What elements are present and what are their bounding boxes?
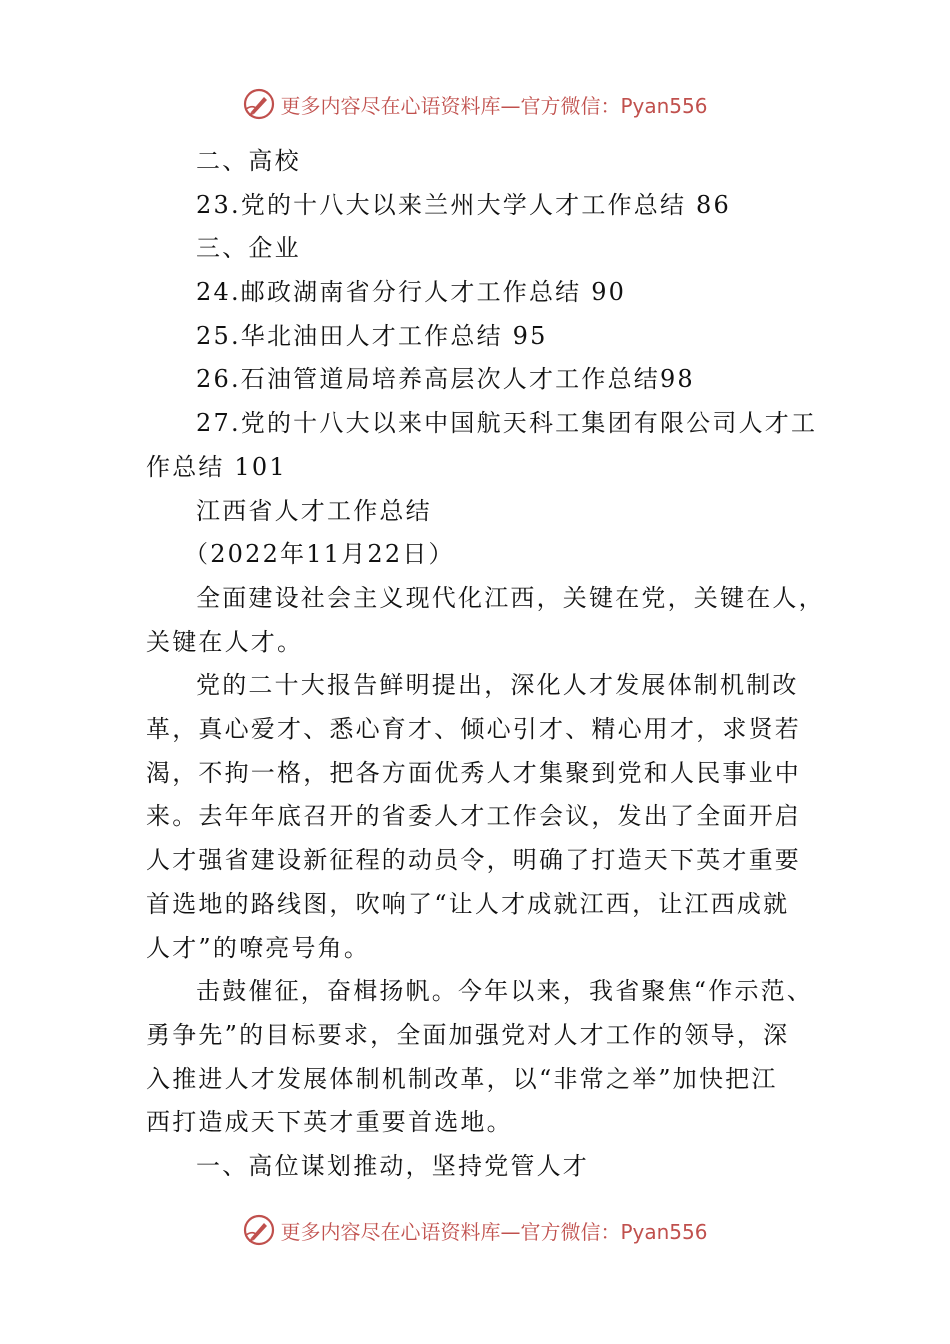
toc-section-heading: 三、企业 — [196, 234, 301, 263]
paragraph-line: 关键在人才。 — [146, 627, 304, 656]
paragraph-line: 西打造成天下英才重要首选地。 — [146, 1108, 513, 1137]
paragraph-line: 击鼓催征，奋楫扬帆。今年以来，我省聚焦“作示范、 — [196, 977, 814, 1006]
toc-section-heading: 二、高校 — [196, 147, 301, 175]
toc-entry: 24.邮政湖南省分行人才工作总结 90 — [196, 278, 627, 307]
pen-logo-icon — [242, 1213, 276, 1247]
paragraph-line: 渴，不拘一格，把各方面优秀人才集聚到党和人民事业中 — [146, 758, 801, 787]
pen-logo-icon — [242, 87, 276, 121]
watermark-banner-bottom — [0, 1210, 950, 1250]
paragraph-1 — [146, 577, 825, 664]
watermark-text: 更多内容尽在心语资料库—官方微信：Pyan556 — [280, 1219, 708, 1244]
document-body — [146, 140, 825, 1189]
watermark-banner-top — [0, 84, 950, 124]
paragraph-line: 入推进人才发展体制机制改革，以“非常之举”加快把江 — [146, 1064, 778, 1093]
paragraph-line: 人才”的嘹亮号角。 — [146, 933, 371, 962]
toc-entry: 26.石油管道局培养高层次人才工作总结98 — [196, 365, 695, 394]
toc-entry: 25.华北油田人才工作总结 95 — [196, 321, 548, 350]
paragraph-line: 勇争先”的目标要求，全面加强党对人才工作的领导，深 — [146, 1020, 790, 1049]
paragraph-line: 来。去年年底召开的省委人才工作会议，发出了全面开启 — [146, 802, 801, 831]
article-title: 江西省人才工作总结 — [196, 496, 432, 525]
paragraph-3 — [146, 970, 814, 1145]
paragraph-line: 全面建设社会主义现代化江西，关键在党，关键在人， — [196, 583, 825, 612]
paragraph-line: 党的二十大报告鲜明提出，深化人才发展体制机制改 — [196, 671, 799, 700]
section-heading-1: 一、高位谋划推动，坚持党管人才 — [196, 1152, 589, 1181]
toc-entry-27-line2: 作总结 101 — [146, 452, 287, 481]
toc-entry-27-line1: 27.党的十八大以来中国航天科工集团有限公司人才工 — [196, 409, 818, 438]
paragraph-line: 革，真心爱才、悉心育才、倾心引才、精心用才，求贤若 — [146, 714, 801, 743]
paragraph-line: 人才强省建设新征程的动员令，明确了打造天下英才重要 — [146, 846, 801, 875]
paragraph-line: 首选地的路线图，吹响了“让人才成就江西，让江西成就 — [146, 889, 790, 918]
watermark-text: 更多内容尽在心语资料库—官方微信：Pyan556 — [280, 93, 708, 118]
article-date: （2022年11月22日） — [184, 540, 455, 569]
paragraph-2 — [146, 664, 811, 970]
toc-entry: 23.党的十八大以来兰州大学人才工作总结 86 — [196, 190, 731, 219]
